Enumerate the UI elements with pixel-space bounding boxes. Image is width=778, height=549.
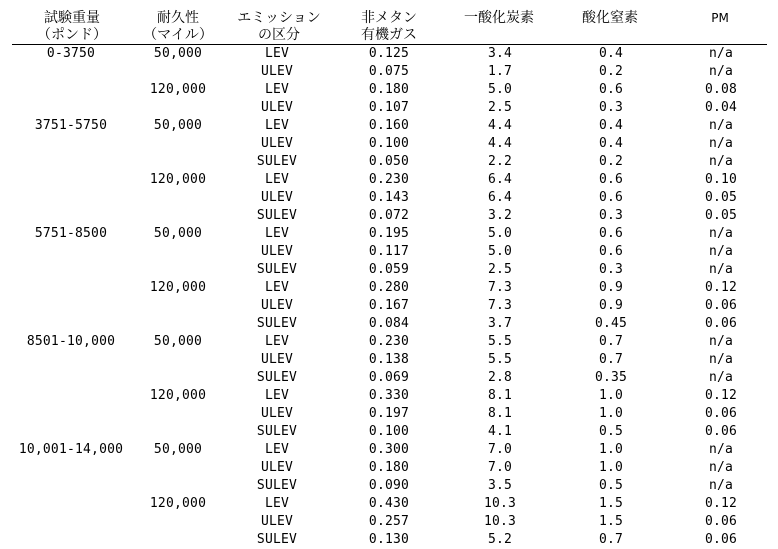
- cell-nox: 0.9: [598, 298, 624, 313]
- cell-category: LEV: [264, 118, 290, 133]
- cell-nmog: 0.330: [368, 388, 410, 403]
- cell-category: ULEV: [260, 100, 294, 115]
- cell-nmog: 0.107: [368, 100, 410, 115]
- cell-nmog: 0.050: [368, 154, 410, 169]
- cell-pm: n/a: [708, 370, 734, 385]
- cell-category: LEV: [264, 226, 290, 241]
- table-row: [0, 315, 778, 333]
- table-row: [0, 153, 778, 171]
- cell-category: SULEV: [256, 262, 298, 277]
- cell-nmog: 0.160: [368, 118, 410, 133]
- table-row: [0, 369, 778, 387]
- table-row: [0, 459, 778, 477]
- cell-co: 7.0: [487, 442, 513, 457]
- cell-co: 5.5: [487, 352, 513, 367]
- cell-category: ULEV: [260, 136, 294, 151]
- table-row: [0, 495, 778, 513]
- header-durability-line2: （マイル）: [143, 27, 213, 43]
- cell-nox: 0.6: [598, 244, 624, 259]
- cell-nox: 0.3: [598, 208, 624, 223]
- cell-nox: 0.35: [594, 370, 628, 385]
- cell-pm: n/a: [708, 154, 734, 169]
- header-durability: [134, 10, 222, 44]
- cell-nox: 0.2: [598, 64, 624, 79]
- table-row: [0, 531, 778, 549]
- cell-nox: 0.3: [598, 262, 624, 277]
- cell-durability: 50,000: [153, 226, 203, 241]
- cell-nox: 1.0: [598, 388, 624, 403]
- cell-pm: n/a: [708, 244, 734, 259]
- cell-nmog: 0.100: [368, 136, 410, 151]
- header-durability-line1: 耐久性: [157, 10, 199, 26]
- cell-pm: 0.12: [704, 496, 738, 511]
- cell-pm: n/a: [708, 478, 734, 493]
- table-row: [0, 513, 778, 531]
- cell-nox: 0.2: [598, 154, 624, 169]
- cell-pm: n/a: [708, 226, 734, 241]
- table-row: [0, 261, 778, 279]
- cell-nmog: 0.125: [368, 46, 410, 61]
- cell-co: 2.5: [487, 100, 513, 115]
- cell-category: ULEV: [260, 460, 294, 475]
- cell-nox: 0.3: [598, 100, 624, 115]
- cell-nox: 1.0: [598, 442, 624, 457]
- header-weight-line2: （ポンド）: [37, 27, 107, 43]
- cell-co: 3.2: [487, 208, 513, 223]
- cell-category: ULEV: [260, 190, 294, 205]
- cell-pm: n/a: [708, 334, 734, 349]
- cell-category: ULEV: [260, 244, 294, 259]
- table-row: [0, 333, 778, 351]
- cell-co: 6.4: [487, 190, 513, 205]
- cell-pm: 0.12: [704, 388, 738, 403]
- cell-category: LEV: [264, 172, 290, 187]
- cell-nmog: 0.059: [368, 262, 410, 277]
- cell-nmog: 0.197: [368, 406, 410, 421]
- header-weight-line1: 試験重量: [44, 10, 100, 26]
- cell-nmog: 0.075: [368, 64, 410, 79]
- table-row: [0, 351, 778, 369]
- cell-weight: 10,001-14,000: [18, 442, 124, 457]
- cell-nox: 0.7: [598, 532, 624, 547]
- table-row: [0, 423, 778, 441]
- cell-nmog: 0.230: [368, 172, 410, 187]
- cell-co: 3.7: [487, 316, 513, 331]
- cell-pm: 0.05: [704, 190, 738, 205]
- cell-category: LEV: [264, 46, 290, 61]
- cell-category: LEV: [264, 334, 290, 349]
- cell-nox: 0.6: [598, 190, 624, 205]
- cell-category: ULEV: [260, 514, 294, 529]
- cell-category: LEV: [264, 82, 290, 97]
- table-row: [0, 99, 778, 117]
- cell-category: SULEV: [256, 370, 298, 385]
- table-row: [0, 225, 778, 243]
- header-co: [454, 10, 544, 27]
- cell-category: SULEV: [256, 154, 298, 169]
- cell-nox: 0.4: [598, 136, 624, 151]
- table-row: [0, 387, 778, 405]
- header-nox: [570, 10, 650, 27]
- cell-co: 7.3: [487, 298, 513, 313]
- cell-pm: n/a: [708, 460, 734, 475]
- cell-nmog: 0.195: [368, 226, 410, 241]
- cell-durability: 50,000: [153, 442, 203, 457]
- cell-co: 4.4: [487, 118, 513, 133]
- cell-co: 4.1: [487, 424, 513, 439]
- cell-nmog: 0.430: [368, 496, 410, 511]
- cell-pm: n/a: [708, 46, 734, 61]
- header-category: [226, 10, 332, 44]
- cell-durability: 120,000: [149, 172, 207, 187]
- cell-co: 7.3: [487, 280, 513, 295]
- header-nmog-line1: 非メタン: [361, 10, 417, 26]
- table-row: [0, 189, 778, 207]
- cell-nmog: 0.130: [368, 532, 410, 547]
- cell-nox: 0.6: [598, 82, 624, 97]
- cell-pm: n/a: [708, 64, 734, 79]
- cell-nmog: 0.300: [368, 442, 410, 457]
- cell-category: ULEV: [260, 406, 294, 421]
- table-row: [0, 135, 778, 153]
- cell-pm: 0.06: [704, 406, 738, 421]
- cell-co: 4.4: [487, 136, 513, 151]
- cell-nmog: 0.180: [368, 460, 410, 475]
- cell-category: SULEV: [256, 208, 298, 223]
- cell-category: SULEV: [256, 478, 298, 493]
- cell-nmog: 0.100: [368, 424, 410, 439]
- header-pm: [698, 10, 742, 27]
- cell-nmog: 0.257: [368, 514, 410, 529]
- cell-nmog: 0.230: [368, 334, 410, 349]
- cell-nmog: 0.117: [368, 244, 410, 259]
- cell-weight: 3751-5750: [34, 118, 108, 133]
- cell-category: LEV: [264, 388, 290, 403]
- cell-nox: 0.6: [598, 172, 624, 187]
- cell-durability: 120,000: [149, 82, 207, 97]
- table-row: [0, 63, 778, 81]
- cell-nox: 0.7: [598, 352, 624, 367]
- cell-pm: 0.05: [704, 208, 738, 223]
- cell-pm: 0.06: [704, 424, 738, 439]
- cell-pm: n/a: [708, 136, 734, 151]
- cell-nox: 0.6: [598, 226, 624, 241]
- cell-co: 5.0: [487, 244, 513, 259]
- cell-nmog: 0.090: [368, 478, 410, 493]
- cell-co: 3.4: [487, 46, 513, 61]
- table-row: [0, 297, 778, 315]
- cell-category: LEV: [264, 496, 290, 511]
- table-header: [0, 10, 778, 44]
- cell-co: 10.3: [483, 496, 517, 511]
- cell-co: 6.4: [487, 172, 513, 187]
- cell-co: 1.7: [487, 64, 513, 79]
- cell-nox: 0.5: [598, 424, 624, 439]
- cell-nmog: 0.072: [368, 208, 410, 223]
- cell-pm: n/a: [708, 442, 734, 457]
- cell-pm: 0.04: [704, 100, 738, 115]
- header-weight: [28, 10, 116, 44]
- cell-pm: 0.06: [704, 532, 738, 547]
- cell-nmog: 0.167: [368, 298, 410, 313]
- cell-weight: 0-3750: [46, 46, 96, 61]
- cell-nmog: 0.069: [368, 370, 410, 385]
- cell-pm: 0.06: [704, 514, 738, 529]
- cell-co: 8.1: [487, 406, 513, 421]
- cell-pm: 0.06: [704, 298, 738, 313]
- cell-nox: 1.5: [598, 496, 624, 511]
- cell-nox: 0.7: [598, 334, 624, 349]
- cell-pm: 0.06: [704, 316, 738, 331]
- cell-co: 8.1: [487, 388, 513, 403]
- cell-nmog: 0.084: [368, 316, 410, 331]
- cell-durability: 50,000: [153, 46, 203, 61]
- cell-co: 5.5: [487, 334, 513, 349]
- header-co-line1: 一酸化炭素: [464, 10, 534, 26]
- cell-nox: 1.5: [598, 514, 624, 529]
- cell-category: LEV: [264, 442, 290, 457]
- cell-pm: 0.10: [704, 172, 738, 187]
- cell-nmog: 0.138: [368, 352, 410, 367]
- cell-durability: 120,000: [149, 388, 207, 403]
- cell-co: 7.0: [487, 460, 513, 475]
- table-row: [0, 45, 778, 63]
- cell-nox: 0.45: [594, 316, 628, 331]
- table-row: [0, 279, 778, 297]
- cell-co: 5.0: [487, 82, 513, 97]
- table-row: [0, 441, 778, 459]
- cell-durability: 120,000: [149, 496, 207, 511]
- table-row: [0, 171, 778, 189]
- cell-category: SULEV: [256, 532, 298, 547]
- cell-category: LEV: [264, 280, 290, 295]
- cell-pm: n/a: [708, 352, 734, 367]
- cell-pm: 0.08: [704, 82, 738, 97]
- header-nox-line1: 酸化窒素: [582, 10, 638, 26]
- cell-co: 3.5: [487, 478, 513, 493]
- header-category-line2: の区分: [258, 27, 300, 43]
- cell-co: 10.3: [483, 514, 517, 529]
- cell-co: 2.8: [487, 370, 513, 385]
- table-row: [0, 477, 778, 495]
- cell-pm: n/a: [708, 118, 734, 133]
- cell-nox: 1.0: [598, 460, 624, 475]
- header-nmog: [346, 10, 432, 44]
- cell-nmog: 0.143: [368, 190, 410, 205]
- cell-durability: 50,000: [153, 334, 203, 349]
- cell-co: 2.2: [487, 154, 513, 169]
- cell-nmog: 0.180: [368, 82, 410, 97]
- cell-nox: 0.4: [598, 46, 624, 61]
- cell-co: 5.0: [487, 226, 513, 241]
- table-row: [0, 207, 778, 225]
- header-pm-line1: PM: [711, 11, 729, 25]
- cell-nox: 0.4: [598, 118, 624, 133]
- cell-pm: n/a: [708, 262, 734, 277]
- cell-nox: 1.0: [598, 406, 624, 421]
- cell-weight: 5751-8500: [34, 226, 108, 241]
- cell-category: SULEV: [256, 316, 298, 331]
- header-nmog-line2: 有機ガス: [361, 27, 417, 43]
- cell-durability: 50,000: [153, 118, 203, 133]
- cell-nox: 0.9: [598, 280, 624, 295]
- header-category-line1: エミッション: [237, 10, 321, 26]
- cell-pm: 0.12: [704, 280, 738, 295]
- table-row: [0, 117, 778, 135]
- table-row: [0, 243, 778, 261]
- table-row: [0, 405, 778, 423]
- table-row: [0, 81, 778, 99]
- cell-co: 5.2: [487, 532, 513, 547]
- cell-weight: 8501-10,000: [26, 334, 116, 349]
- cell-co: 2.5: [487, 262, 513, 277]
- cell-category: SULEV: [256, 424, 298, 439]
- cell-category: ULEV: [260, 298, 294, 313]
- cell-nox: 0.5: [598, 478, 624, 493]
- cell-durability: 120,000: [149, 280, 207, 295]
- cell-category: ULEV: [260, 352, 294, 367]
- cell-category: ULEV: [260, 64, 294, 79]
- cell-nmog: 0.280: [368, 280, 410, 295]
